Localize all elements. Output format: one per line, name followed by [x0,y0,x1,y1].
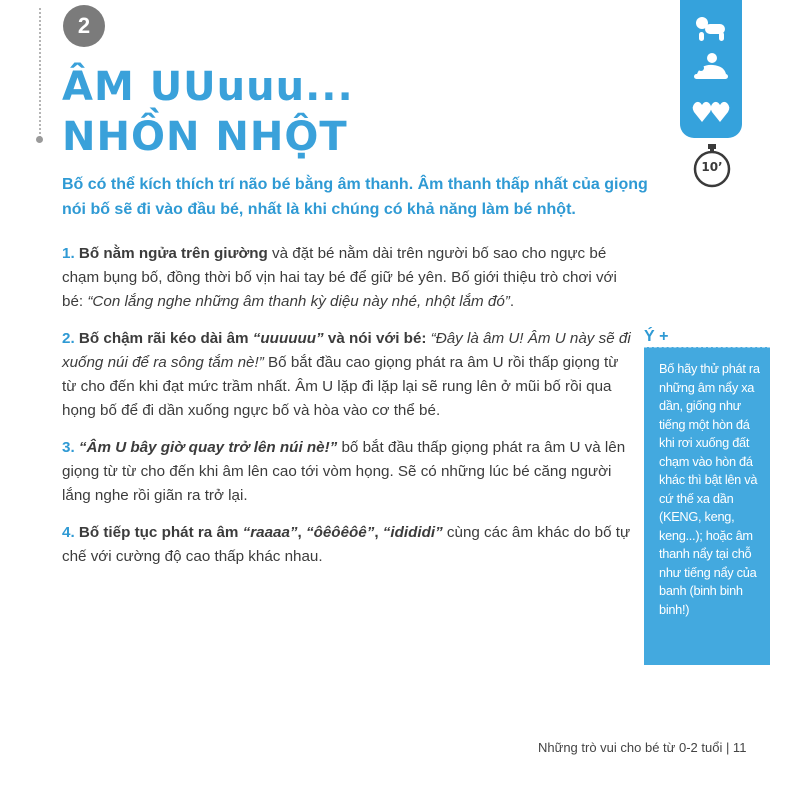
step-3 [62,436,637,508]
step-text: và đặt bé nằm dài trên người bố sao cho ngực bé chạm bụng bố, đồng thời bố vịn hai tay bé để giữ bé yên. Bố giới thiệu trò chơi với bé: [62,245,617,310]
step-text: bố bắt đầu thấp giọng phát ra âm U và lên giọng từ từ cho đến khi âm lên cao tới vòm họng. Sẽ có những lúc bé căng người lắng nghe rồi giãn ra trở lại. [62,439,626,504]
step-bold: Bố nằm ngửa trên giường [78,245,268,262]
step-bold-quote: “uuuuuu” [252,330,324,347]
step-text-end: . [509,293,515,310]
step-4 [62,521,637,569]
step-quote: “Con lắng nghe những âm thanh kỳ diệu này nhé, nhột lắm đó” [87,293,510,310]
page-title [62,62,354,162]
step-number: 2. [62,330,75,347]
step-number: 1. [62,245,75,262]
separator: , [374,524,383,541]
timer-label: 10’ [701,160,723,174]
tip-title: Ý + [644,328,669,345]
activity-icons-tab [680,0,742,138]
intro-paragraph: Bố có thể kích thích trí não bé bằng âm thanh. Âm thanh thấp nhất của giọng nói bố sẽ đi vào đầu bé, nhất là khi chúng có khả năng làm bé nhột. [62,176,648,218]
sound-idididi: “idididi” [382,524,443,541]
margin-dot [36,136,43,143]
step-number: 4. [62,524,75,541]
tip-text: Bố hãy thử phát ra những âm nẩy xa dần, giống như tiếng một hòn đá khi rơi xuống đất chạm vào hòn đá khác thì bật lên và cứ thế xa dần (KENG, keng, keng...); hoặc âm thanh nẩy tại chỗ như tiếng nẩy của banh (binh binh binh!) [659,361,760,617]
step-text: Bố bắt đầu cao giọng phát ra âm U rồi thấp giọng từ từ cho đến khi đạt mức trầm nhất. Âm U lặp đi lặp lại sẽ rung lên ở mũi bố rồi qua họng bố để đi dần xuống ngực bố và hòa vào cơ thể bé. [62,354,619,419]
step-bold: Bố chậm rãi kéo dài âm [78,330,253,347]
step-bold: Bố tiếp tục phát ra âm [78,524,243,541]
duration-timer [692,144,732,190]
baby-crawl-icon [691,14,731,44]
step-bold-tail: và nói với bé: [323,330,427,347]
step-text: cùng các âm khác do bố tự chế với cường độ cao thấp khác nhau. [62,524,631,565]
hearts-icon [691,96,731,126]
sound-oeoeoe: “ôêôêôê” [305,524,375,541]
steps-list [62,242,637,582]
tip-box [644,347,770,665]
step-1 [62,242,637,314]
step-quote: “Đây là âm U! Âm U này sẽ đi xuống núi để ra sông tắm nè!” [62,330,631,371]
title-line-1: ÂM UUuuu... [62,64,354,110]
separator: , [297,524,306,541]
parent-baby-icon [691,52,731,82]
dotted-margin-line [39,8,41,138]
step-number: 3. [62,439,75,456]
step-bold-quote: “Âm U bây giờ quay trở lên núi nè!” [78,439,338,456]
chapter-badge: 2 [63,5,105,47]
sound-raaaa: “raaaa” [242,524,298,541]
step-2 [62,327,637,423]
title-line-2: NHỒN NHỘT [62,114,348,160]
page-footer: Những trò vui cho bé từ 0-2 tuổi | 11 [538,740,747,755]
